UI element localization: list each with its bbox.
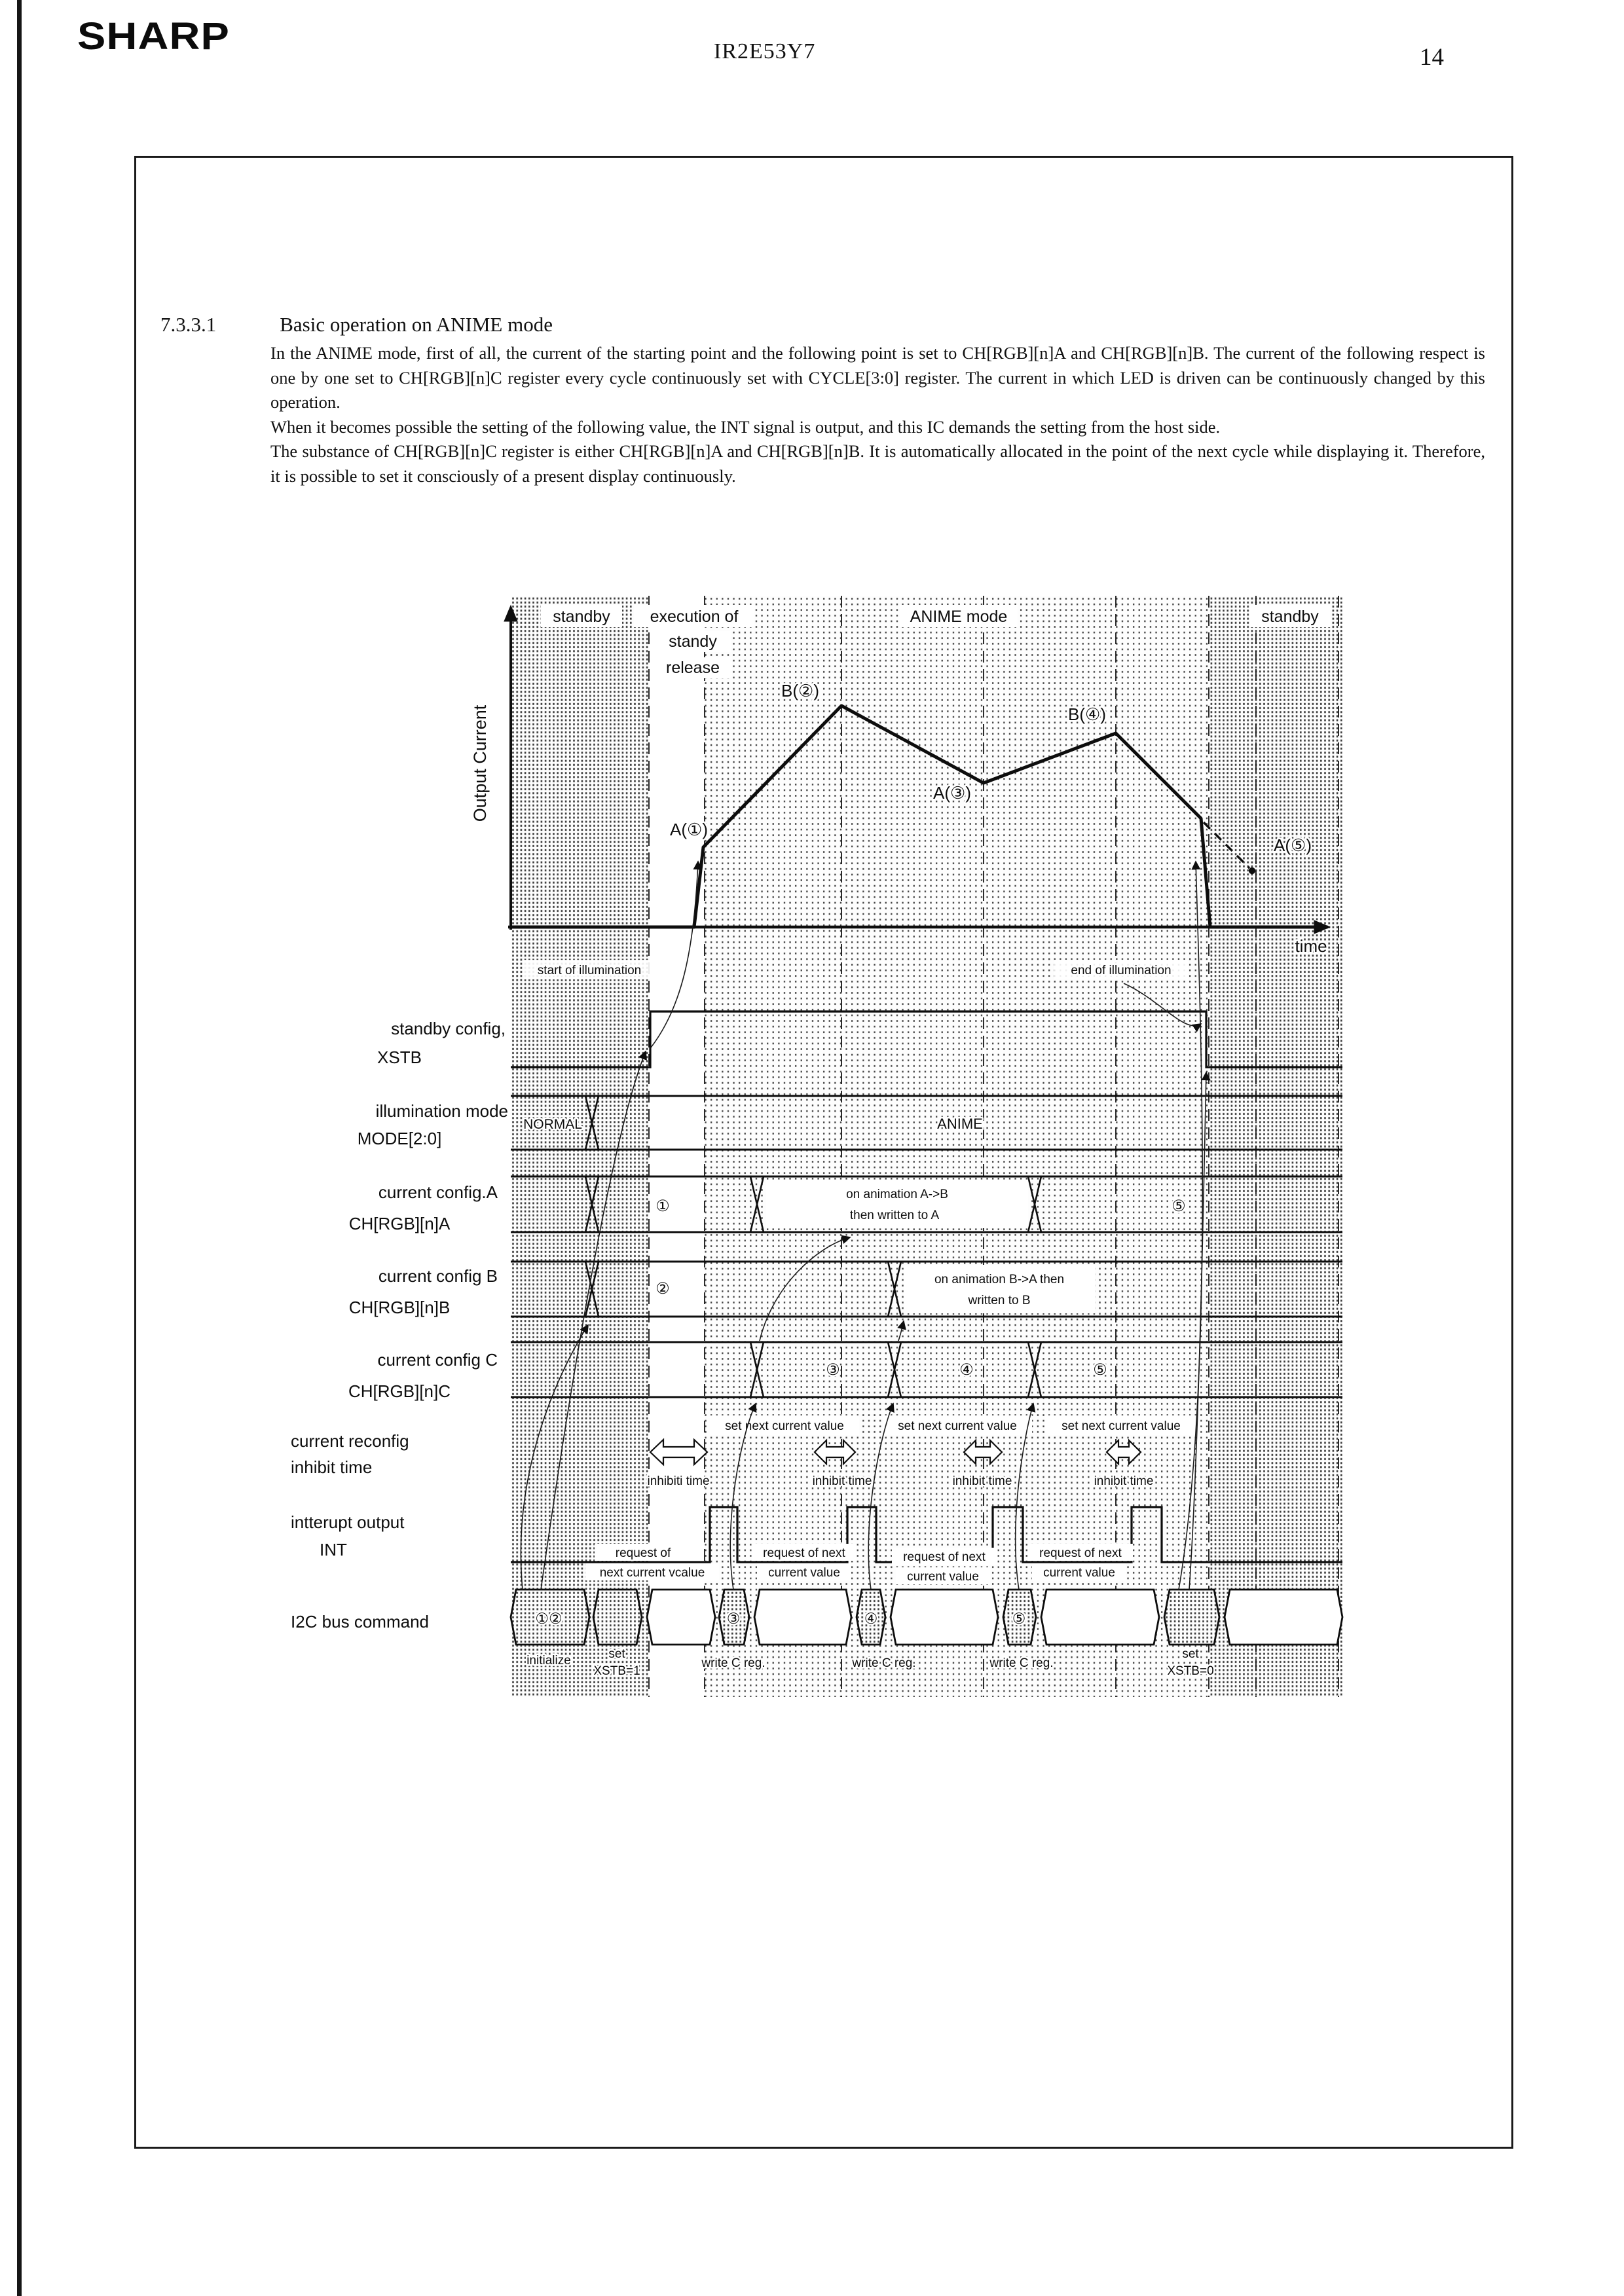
set-next-label-3: set next current value: [1061, 1419, 1181, 1433]
inhibit-time-label-2: inhibit time: [812, 1474, 872, 1488]
config-b-note-2: written to B: [968, 1294, 1031, 1307]
config-c-value-5: ⑤: [1093, 1361, 1107, 1379]
config-a-note-2: then written to A: [849, 1209, 940, 1222]
paragraph-2: When it becomes possible the setting of the following value, the INT signal is output, and this IC demands the setting from the host side.: [270, 416, 1221, 437]
row-label-cfgb-2: CH[RGB][n]B: [348, 1298, 451, 1317]
y-axis-label: Output Current: [470, 704, 490, 822]
i2c-under-write1: write C reg.: [701, 1656, 766, 1670]
paragraph-1: In the ANIME mode, first of all, the current of the starting point and the following point is set to CH[RGB][n]A and CH[RGB][n]B. The current of the following respect is one by one set to CH[RGB][n]C register every cycle continuously set with CYCLE[3:0] register. The current in which LED is driven can be continuously changed by this operation.: [270, 343, 1485, 412]
inhibit-arrow-1: [650, 1440, 707, 1465]
body-text: [270, 341, 1485, 489]
point-a3: A(③): [933, 783, 971, 803]
row-label-cfgb-1: current config B: [378, 1266, 498, 1286]
section-heading: [160, 313, 553, 337]
label-standby-left: standby: [553, 608, 610, 626]
i2c-block-4: ④: [864, 1610, 878, 1627]
row-label-inhibit-2: inhibit time: [291, 1457, 373, 1477]
sharp-logo: SHARP: [77, 15, 230, 58]
i2c-under-write2: write C reg.: [852, 1656, 916, 1670]
inhibit-time-label-1: inhibiti time: [647, 1474, 710, 1488]
mode-value-normal: NORMAL: [523, 1117, 582, 1132]
request-label-4b: current value: [1043, 1566, 1115, 1580]
label-standby-right: standby: [1261, 608, 1319, 626]
config-a-note-1: on animation A->B: [846, 1188, 948, 1201]
section-title: Basic operation on ANIME mode: [280, 313, 553, 336]
config-c-value-3: ③: [826, 1361, 840, 1379]
i2c-under-set2b: XSTB=0: [1167, 1664, 1214, 1678]
region-anime: [705, 596, 1209, 1697]
row-label-xstb-1: standby config,: [391, 1019, 506, 1038]
i2c-block-5: ⑤: [1012, 1610, 1026, 1627]
row-label-mode-2: MODE[2:0]: [357, 1129, 442, 1148]
label-execution-3: release: [666, 659, 720, 677]
document-id: IR2E53Y7: [714, 39, 816, 64]
i2c-under-write3: write C reg.: [989, 1656, 1054, 1670]
i2c-under-initialize: initialize: [526, 1654, 571, 1667]
region-standby-right: [1209, 596, 1342, 1697]
label-anime-mode: ANIME mode: [910, 608, 1008, 626]
config-b-note-1: on animation B->A then: [934, 1273, 1065, 1286]
request-label-3a: request of next: [903, 1550, 986, 1564]
config-a-value-1: ①: [655, 1197, 670, 1215]
row-label-int-2: INT: [320, 1540, 347, 1559]
row-label-i2c: I2C bus command: [291, 1612, 429, 1631]
config-a-value-5: ⑤: [1172, 1197, 1186, 1215]
inhibit-time-label-3: inhibit time: [952, 1474, 1012, 1488]
point-b2: B(②): [781, 681, 819, 701]
i2c-block-3: ③: [726, 1610, 741, 1627]
request-label-3b: current value: [907, 1570, 979, 1584]
request-label-1a: request of: [615, 1546, 671, 1560]
row-label-xstb-2: XSTB: [377, 1048, 422, 1067]
request-label-1b: next current vcalue: [599, 1566, 705, 1580]
page-number: 14: [1420, 44, 1444, 71]
row-label-inhibit-1: current reconfig: [291, 1431, 409, 1451]
timing-diagram: [262, 589, 1362, 1715]
i2c-block-12: ①②: [535, 1610, 563, 1627]
label-end-illumination: end of illumination: [1071, 964, 1172, 977]
section-number: 7.3.3.1: [160, 313, 217, 336]
mode-value-anime: ANIME: [937, 1116, 983, 1132]
paragraph-3: The substance of CH[RGB][n]C register is either CH[RGB][n]A and CH[RGB][n]B. It is automatically allocated in the point of the next cycle while displaying it. Therefore, it is possible to set it consciously of a present display continuously.: [270, 441, 1485, 486]
label-execution-2: standy: [669, 632, 717, 651]
config-c-value-4: ④: [959, 1361, 974, 1379]
row-label-cfga-1: current config.A: [378, 1182, 498, 1202]
set-next-label-1: set next current value: [725, 1419, 844, 1433]
row-label-cfga-2: CH[RGB][n]A: [348, 1214, 451, 1233]
request-label-2b: current value: [768, 1566, 840, 1580]
row-label-cfgc-1: current config C: [377, 1350, 498, 1370]
scan-edge-line: [17, 0, 22, 2296]
region-standby-left: [511, 596, 650, 1697]
request-label-4a: request of next: [1039, 1546, 1122, 1560]
dashed-end-dot: [1249, 867, 1255, 874]
label-execution-1: execution of: [650, 608, 739, 626]
point-b4: B(④): [1068, 704, 1106, 724]
request-label-2a: request of next: [763, 1546, 845, 1560]
row-label-cfgc-2: CH[RGB][n]C: [348, 1381, 451, 1401]
label-start-illumination: start of illumination: [537, 964, 642, 977]
set-next-label-2: set next current value: [898, 1419, 1017, 1433]
row-label-mode-1: illumination mode: [375, 1101, 508, 1121]
inhibit-time-label-4: inhibit time: [1094, 1474, 1154, 1488]
point-a1: A(①): [670, 820, 708, 839]
i2c-under-set1a: set: [608, 1647, 625, 1661]
i2c-under-set2a: set: [1182, 1647, 1199, 1661]
config-b-value-2: ②: [655, 1280, 670, 1298]
x-axis-label: time: [1295, 936, 1327, 956]
i2c-under-set1b: XSTB=1: [593, 1664, 640, 1678]
row-label-int-1: intterupt output: [291, 1512, 405, 1532]
point-a5: A(⑤): [1274, 835, 1312, 855]
